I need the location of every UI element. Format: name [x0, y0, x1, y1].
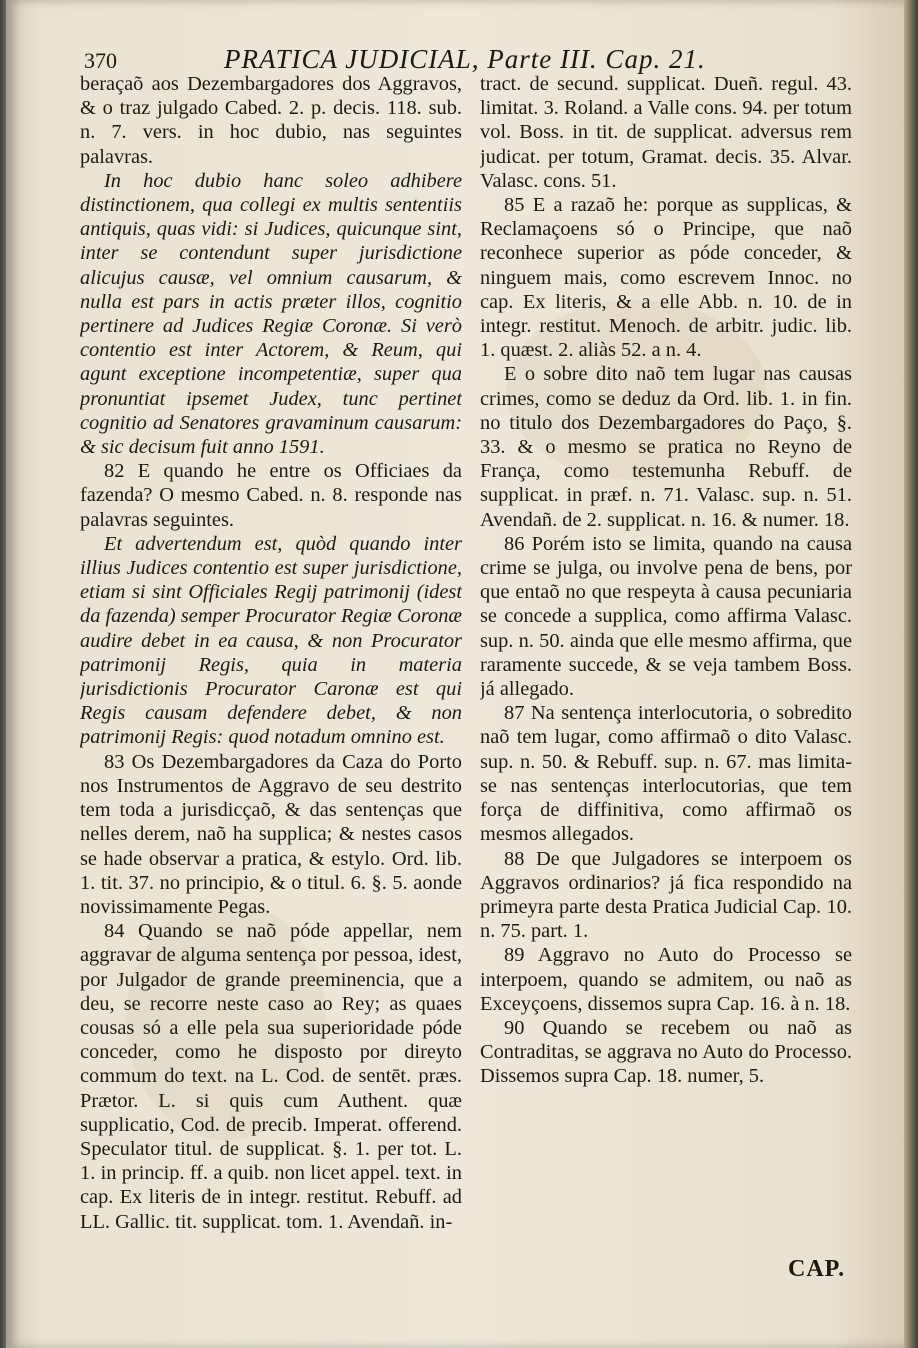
latin-quotation: Et advertendum est, quòd quando inter illius Judices contentio est super jurisdictione, etiam si sint Officiales Regij patrimonij (idest da fazenda) semper Procurator Regiæ Coronæ audire debet in ea causa, & non Procurator patrimonij Regis, quia in materia jurisdictionis Procurator Caronæ est qui Regis causam defendere debet, & non patrimonij Regis: quod notadum omnino est.	[80, 532, 462, 749]
paragraph-90: 90 Quando se recebem ou naõ as Contraditas, se aggrava no Auto do Processo. Dissemos supra Cap. 18. numer, 5.	[480, 1016, 852, 1088]
paragraph: tract. de secund. supplicat. Dueñ. regul. 43. limitat. 3. Roland. a Valle cons. 94. per totum vol. Boss. in tit. de supplicat. adversus rem judicat. per totum, Gramat. decis. 35. Alvar. Valasc. cons. 51.	[480, 73, 852, 192]
left-column	[80, 72, 462, 1262]
paragraph-87: 87 Na sentença interlocutoria, o sobredito naõ tem lugar, como affirmaõ o dito Valasc. sup. n. 50. & Rebuff. sup. n. 67. mas limita-se nas sentenças interlocutorias, que tem força de diffinitiva, como affirmaõ os mesmos allegados.	[480, 702, 852, 846]
paragraph: beraçaõ aos Dezembargadores dos Aggravos, & o traz julgado Cabed. 2. p. decis. 118. sub. n. 7. vers. in hoc dubio, nas seguintes palavras.	[80, 73, 462, 168]
paragraph-82: 82 E quando he entre os Officiaes da fazenda? O mesmo Cabed. n. 8. responde nas palavras seguintes.	[80, 460, 462, 531]
paragraph-86: 86 Porém isto se limita, quando na causa crime se julga, ou involve pena de bens, por que entaõ no que respeyta à causa pecuniaria se concede a supplica, como affirma Valasc. sup. n. 50. ainda que elle mesmo affirma, que raramente succede, & se veja tambem Boss. já allegado.	[480, 532, 852, 701]
paragraph-89: 89 Aggravo no Auto do Processo se interpoem, quando se admitem, ou naõ as Exceyçoens, dissemos supra Cap. 16. à n. 18.	[480, 944, 852, 1015]
page-number: 370	[84, 48, 117, 73]
paragraph-85: 85 E a razaõ he: porque as supplicas, & Reclamaçoens só o Principe, que naõ reconhece superior as póde conceder, & ninguem mais, como escrevem Innoc. no cap. Ex literis, & a elle Abb. n. 10. de in integr. restitut. Menoch. de arbitr. judic. lib. 1. quæst. 2. aliàs 52. a n. 4.	[480, 194, 852, 362]
page-edge	[904, 0, 918, 1348]
catchword: CAP.	[788, 1256, 846, 1282]
paragraph-88: 88 De que Julgadores se interpoem os Aggravos ordinarios? já fica respondido na primeyra parte desta Pratica Judicial Cap. 10. n. 75. part. 1.	[480, 847, 852, 943]
running-title: PRATICA JUDICIAL, Parte III. Cap. 21.	[224, 44, 706, 74]
paragraph: E o sobre dito naõ tem lugar nas causas crimes, como se deduz da Ord. lib. 1. in fin. no titulo dos Dezembargadores do Paço, §. 33. & o mesmo se pratica no Reyno de França, como testemunha Rebuff. de supplicat. in præf. n. 71. Valasc. sup. n. 51. Avendañ. de 2. supplicat. n. 16. & numer. 18.	[480, 363, 852, 531]
paragraph-83: 83 Os Dezembargadores da Caza do Porto nos Instrumentos de Aggravo de seu destrito tem toda a jurisdicçaõ, & das sentenças que nelles derem, naõ ha supplica; & nestes casos se hade observar a pratica, & estylo. Ord. lib. 1. tit. 37. no principio, & o titul. 6. §. 5. aonde novissimamente Pegas.	[80, 750, 462, 918]
paragraph-84: 84 Quando se naõ póde appellar, nem aggravar de alguma sentença por pessoa, idest, por Julgador de grande preeminencia, que a deu, se recorre neste caso ao Rey; as quaes cousas só a elle pela sua superioridade póde conceder, como he disposto por direyto commum do text. na L. Cod. de sentēt. præs. Prætor. L. si quis cum Authent. quæ supplicatio, Cod. de precib. Imperat. offerend. Speculator titul. de supplicat. §. 1. per tot. L. 1. in princip. ff. a quib. non licet appel. text. in cap. Ex literis de in integr. restitut. Rebuff. ad LL. Gallic. tit. supplicat. tom. 1. Avendañ. in-	[80, 920, 462, 1233]
right-column	[480, 72, 852, 1262]
latin-quotation: In hoc dubio hanc soleo adhibere distinctionem, qua collegi ex multis sententiis antiquis, quas vidi: si Judices, quicunque sint, inter se contendunt super jurisdictione alicujus causæ, vel omnium causarum, & nulla est pars in actis præter illos, cognitio pertinere ad Judices Regiæ Coronæ. Si verò contentio est inter Actorem, & Reum, qui agunt exceptione incompetentiæ, super qua pronuntiat ipsemet Judex, tunc pertinet cognitio ad Senatores gravaminum causarum: & sic decisum fuit anno 1591.	[80, 169, 462, 459]
